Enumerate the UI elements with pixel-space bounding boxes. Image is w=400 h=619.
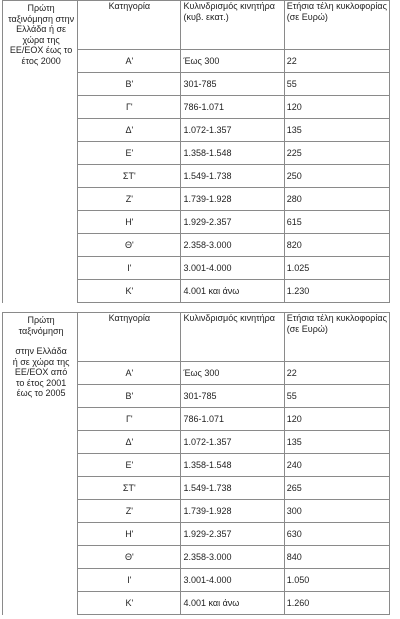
side-text-line: ΕΕ/ΕΟΧ από [14, 367, 68, 377]
fee-cell: 250 [284, 165, 389, 188]
side-text-line: χώρα της [22, 34, 60, 45]
side-text-line: το έτος 2001 [15, 377, 67, 388]
fee-cell: 300 [284, 500, 389, 523]
capacity-cell: 1.739-1.928 [181, 500, 284, 523]
fee-cell: 135 [284, 431, 389, 454]
category-cell: Β' [78, 73, 181, 96]
header-engine-capacity: Κυλινδρισμός κινητήρα [181, 313, 284, 362]
fee-cell: 1.230 [284, 280, 389, 303]
capacity-cell: 4.001 και άνω [181, 280, 284, 303]
fee-cell: 840 [284, 546, 389, 569]
fee-cell: 265 [284, 477, 389, 500]
fee-cell: 615 [284, 211, 389, 234]
capacity-cell: Έως 300 [181, 362, 284, 385]
table-header-row [3, 313, 390, 362]
side-text-line: ταξινόμηση [18, 325, 64, 336]
capacity-cell: 1.358-1.548 [181, 142, 284, 165]
category-cell: Γ' [78, 408, 181, 431]
category-cell: Γ' [78, 96, 181, 119]
category-cell: Κ' [78, 592, 181, 615]
capacity-cell: 3.001-4.000 [181, 569, 284, 592]
category-cell: Α' [78, 50, 181, 73]
side-text-line: Ελλάδα ή σε [16, 24, 67, 34]
table-header-row [3, 1, 390, 50]
side-text-line [5, 336, 77, 346]
fee-cell: 1.260 [284, 592, 389, 615]
category-cell: Ε' [78, 142, 181, 165]
fee-cell: 1.025 [284, 257, 389, 280]
category-cell: Ι' [78, 569, 181, 592]
header-category: Κατηγορία [78, 313, 181, 362]
fee-cell: 280 [284, 188, 389, 211]
capacity-cell: 1.929-2.357 [181, 523, 284, 546]
capacity-cell: 786-1.071 [181, 96, 284, 119]
capacity-cell: 301-785 [181, 73, 284, 96]
registration-period-cell [3, 313, 78, 615]
side-text-line: ΕΕ/ΕΟΧ έως το [9, 45, 73, 55]
category-cell: Δ' [78, 119, 181, 142]
fee-cell: 1.050 [284, 569, 389, 592]
capacity-cell: 4.001 και άνω [181, 592, 284, 615]
side-text-line: Πρώτη [27, 315, 55, 325]
category-cell: Δ' [78, 431, 181, 454]
category-cell: Θ' [78, 234, 181, 257]
fee-cell: 22 [284, 50, 389, 73]
capacity-cell: 1.739-1.928 [181, 188, 284, 211]
header-annual-fee: Ετήσια τέλη κυκλοφορίας (σε Ευρώ) [284, 313, 389, 362]
side-text-line: ή σε χώρα της [12, 356, 70, 367]
capacity-cell: 1.549-1.738 [181, 477, 284, 500]
fee-cell: 120 [284, 96, 389, 119]
side-text-line: ταξινόμηση στην [8, 13, 75, 24]
header-category: Κατηγορία [78, 1, 181, 50]
capacity-cell: 301-785 [181, 385, 284, 408]
capacity-cell: 1.929-2.357 [181, 211, 284, 234]
category-cell: Β' [78, 385, 181, 408]
header-engine-capacity: Κυλινδρισμός κινητήρα (κυβ. εκατ.) [181, 1, 284, 50]
category-cell: Ζ' [78, 188, 181, 211]
category-cell: Κ' [78, 280, 181, 303]
capacity-cell: Έως 300 [181, 50, 284, 73]
header-annual-fee: Ετήσια τέλη κυκλοφορίας (σε Ευρώ) [284, 1, 389, 50]
fee-cell: 120 [284, 408, 389, 431]
category-cell: Η' [78, 211, 181, 234]
circulation-fee-table-2001-2005 [2, 312, 390, 615]
fee-cell: 55 [284, 385, 389, 408]
side-text-line: Πρώτη [27, 3, 55, 13]
circulation-fee-table-until-2000 [2, 0, 390, 303]
category-cell: ΣΤ' [78, 165, 181, 188]
fee-cell: 630 [284, 523, 389, 546]
registration-period-cell [3, 1, 78, 303]
side-text-line: στην Ελλάδα [15, 346, 67, 356]
fee-cell: 22 [284, 362, 389, 385]
category-cell: Ζ' [78, 500, 181, 523]
category-cell: Α' [78, 362, 181, 385]
capacity-cell: 1.072-1.357 [181, 431, 284, 454]
category-cell: Θ' [78, 546, 181, 569]
category-cell: Ε' [78, 454, 181, 477]
category-cell: ΣΤ' [78, 477, 181, 500]
capacity-cell: 2.358-3.000 [181, 546, 284, 569]
side-text-line: έτος 2000 [21, 55, 61, 66]
fee-cell: 820 [284, 234, 389, 257]
capacity-cell: 1.549-1.738 [181, 165, 284, 188]
category-cell: Ι' [78, 257, 181, 280]
side-text-line: έως το 2005 [16, 388, 66, 398]
category-cell: Η' [78, 523, 181, 546]
fee-cell: 225 [284, 142, 389, 165]
capacity-cell: 1.072-1.357 [181, 119, 284, 142]
capacity-cell: 1.358-1.548 [181, 454, 284, 477]
capacity-cell: 786-1.071 [181, 408, 284, 431]
fee-cell: 55 [284, 73, 389, 96]
fee-cell: 135 [284, 119, 389, 142]
capacity-cell: 3.001-4.000 [181, 257, 284, 280]
fee-cell: 240 [284, 454, 389, 477]
capacity-cell: 2.358-3.000 [181, 234, 284, 257]
